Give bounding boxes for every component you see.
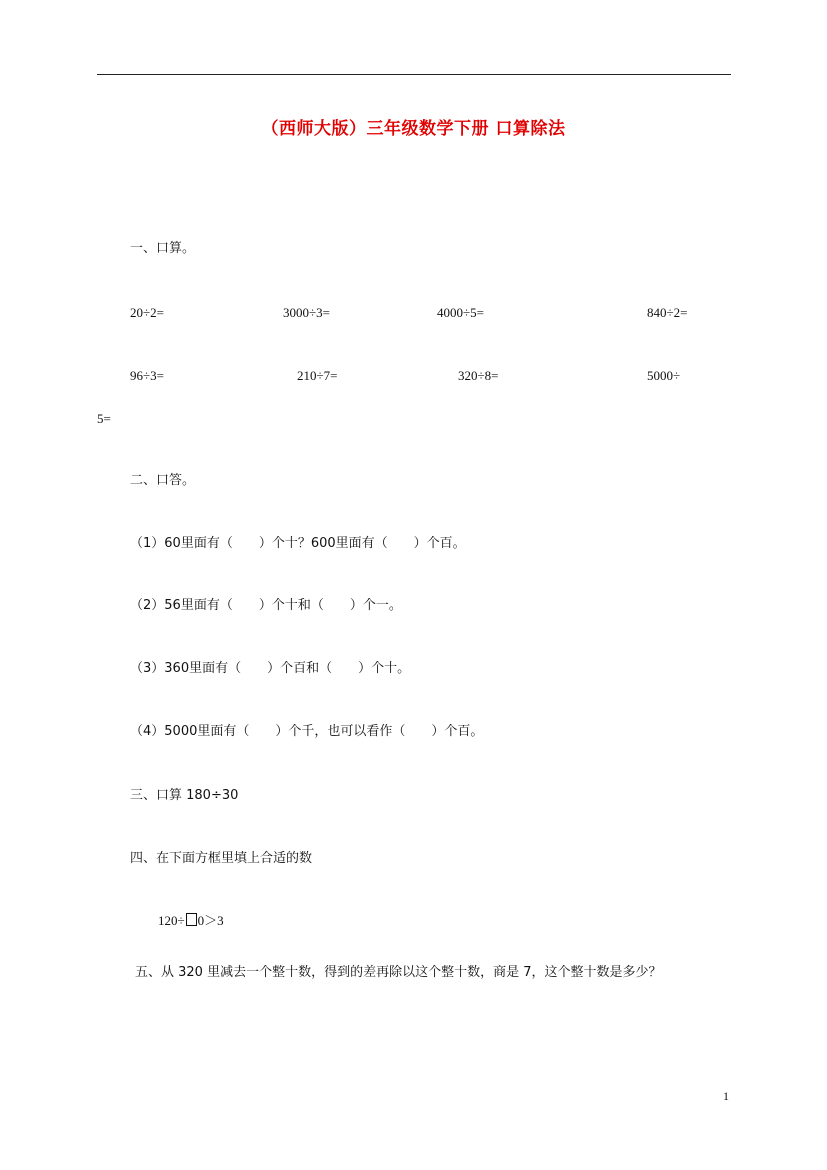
problem-1-2: 3000÷3= [283,305,330,320]
section-4-heading: 四、在下面方框里填上合适的数 [130,851,313,866]
section-3-heading: 三、口算 180÷30 [130,788,239,803]
problem-2-2: 210÷7= [297,368,338,383]
question-3: （3）360里面有（ ）个百和（ ）个十。 [130,661,411,676]
expression-left: 120÷ [158,913,185,928]
section-1-heading: 一、口算。 [130,241,196,256]
fill-in-expression [158,913,224,929]
problem-1-3: 4000÷5= [437,305,484,320]
blank-box [186,913,197,926]
problem-2-4-wrap: 5= [97,411,111,426]
question-2: （2）56里面有（ ）个十和（ ）个一。 [130,598,402,613]
question-1: （1）60里面有（ ）个十？600里面有（ ）个百。 [130,536,466,551]
document-title: （西师大版）三年级数学下册 口算除法 [261,119,566,139]
section-2-heading: 二、口答。 [130,473,196,488]
header-rule [97,74,731,75]
question-4: （4）5000里面有（ ）个千，也可以看作（ ）个百。 [130,724,484,739]
section-5-heading: 五、从 320 里减去一个整十数，得到的差再除以这个整十数，商是 7，这个整十数是多少？ [135,965,662,980]
problem-2-3: 320÷8= [458,368,499,383]
problem-1-1: 20÷2= [130,305,164,320]
problem-1-4: 840÷2= [647,305,688,320]
expression-right: 0＞3 [197,913,224,928]
problem-2-4: 5000÷ [647,368,681,383]
problem-2-1: 96÷3= [130,368,164,383]
page-number: 1 [723,1089,729,1103]
